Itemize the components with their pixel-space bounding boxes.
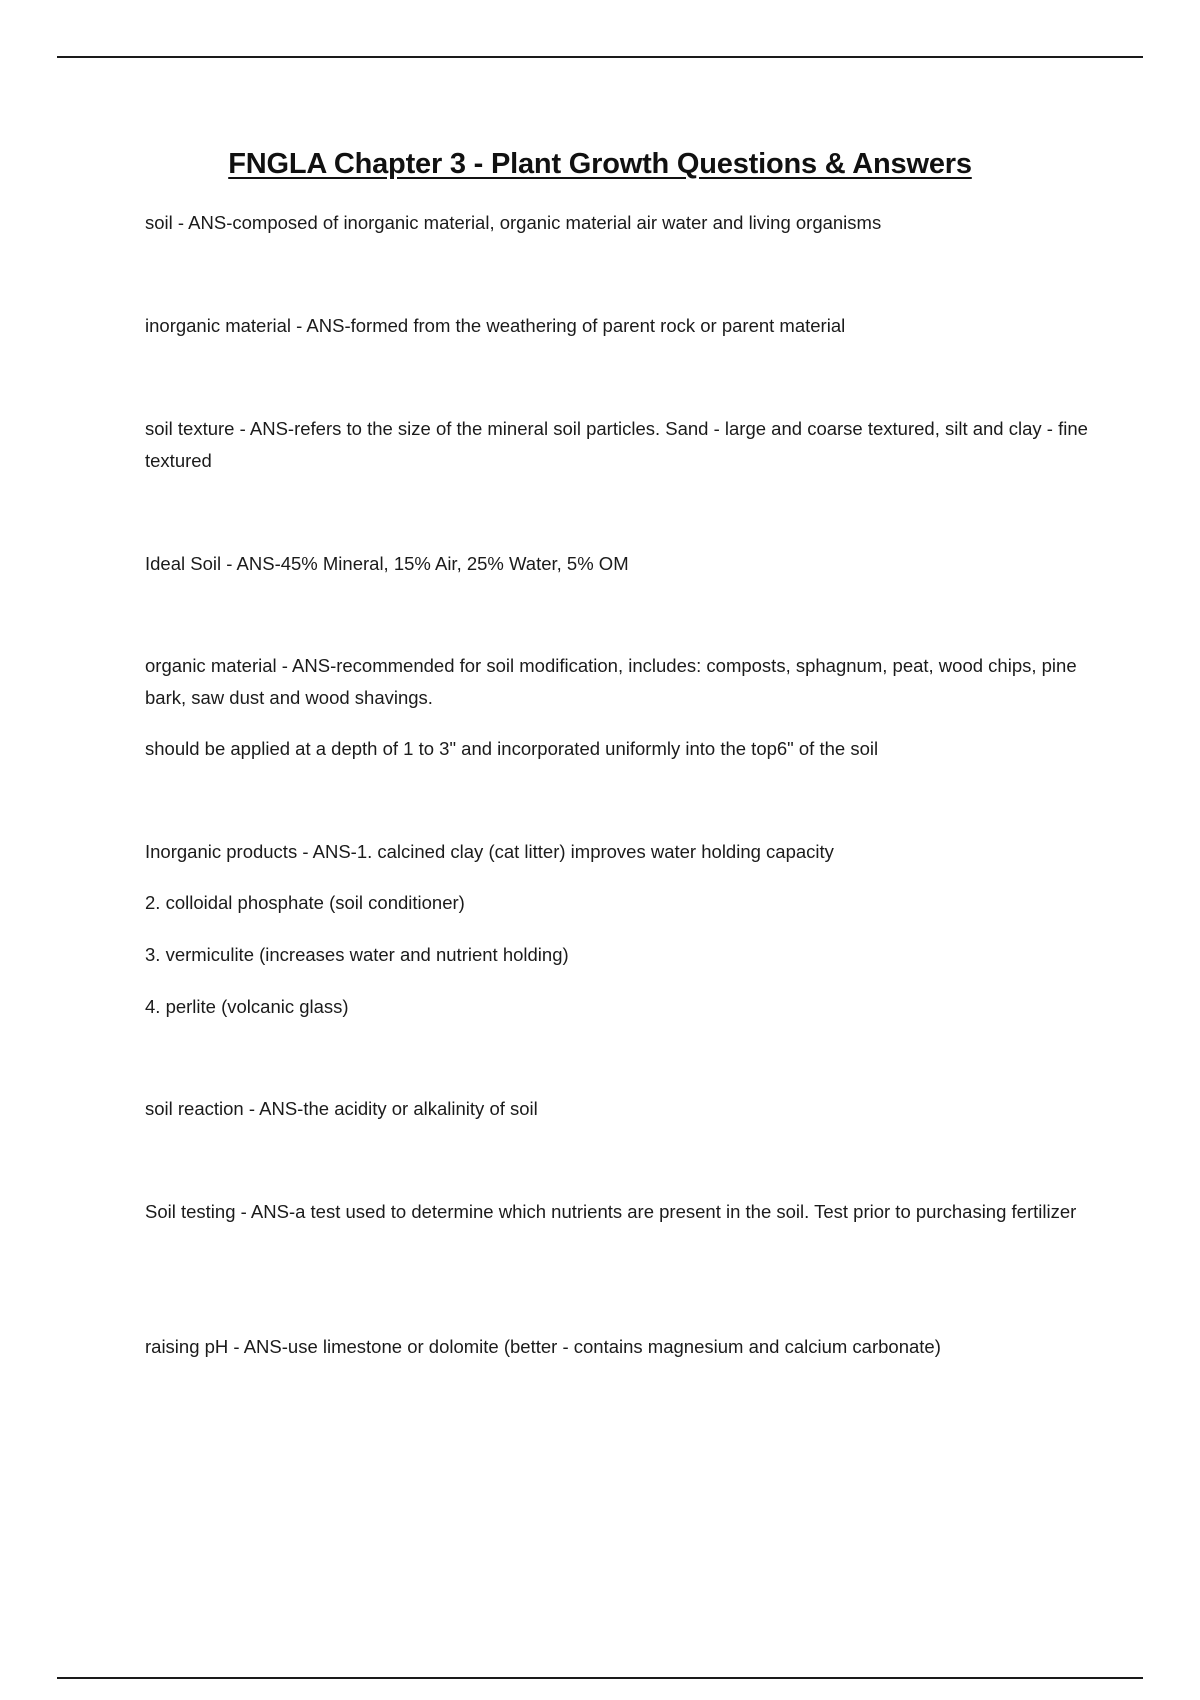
qa-entry-soil-texture: soil texture - ANS-refers to the size of the mineral soil particles. Sand - large and coarse textured, silt and clay - fine textured	[145, 418, 1088, 471]
bottom-rule	[57, 1677, 1143, 1679]
qa-entry-soil-reaction: soil reaction - ANS-the acidity or alkalinity of soil	[145, 1098, 538, 1119]
qa-entry-inorganic-products-2: 2. colloidal phosphate (soil conditioner)	[145, 892, 465, 913]
qa-entry-inorganic-products-4: 4. perlite (volcanic glass)	[145, 996, 349, 1017]
qa-entry-inorganic-products: Inorganic products - ANS-1. calcined clay (cat litter) improves water holding capacity	[145, 841, 834, 862]
qa-entry-inorganic-material: inorganic material - ANS-formed from the weathering of parent rock or parent material	[145, 315, 846, 336]
qa-entry-organic-material-cont: should be applied at a depth of 1 to 3" and incorporated uniformly into the top6" of the soil	[145, 738, 879, 759]
qa-entry-soil: soil - ANS-composed of inorganic material, organic material air water and living organisms	[145, 212, 882, 233]
qa-entry-organic-material: organic material - ANS-recommended for soil modification, includes: composts, sphagnum, peat, wood chips, pine bark, saw dust and wood shavings.	[145, 655, 1077, 708]
qa-entry-soil-testing: Soil testing - ANS-a test used to determine which nutrients are present in the soil. Test prior to purchasing fertilizer	[145, 1201, 1077, 1222]
qa-entry-raising-ph: raising pH - ANS-use limestone or dolomite (better - contains magnesium and calcium carbonate)	[145, 1336, 941, 1357]
document-title: FNGLA Chapter 3 - Plant Growth Questions & Answers	[228, 148, 972, 180]
qa-entry-inorganic-products-3: 3. vermiculite (increases water and nutrient holding)	[145, 944, 569, 965]
qa-entry-ideal-soil: Ideal Soil - ANS-45% Mineral, 15% Air, 25% Water, 5% OM	[145, 553, 629, 574]
